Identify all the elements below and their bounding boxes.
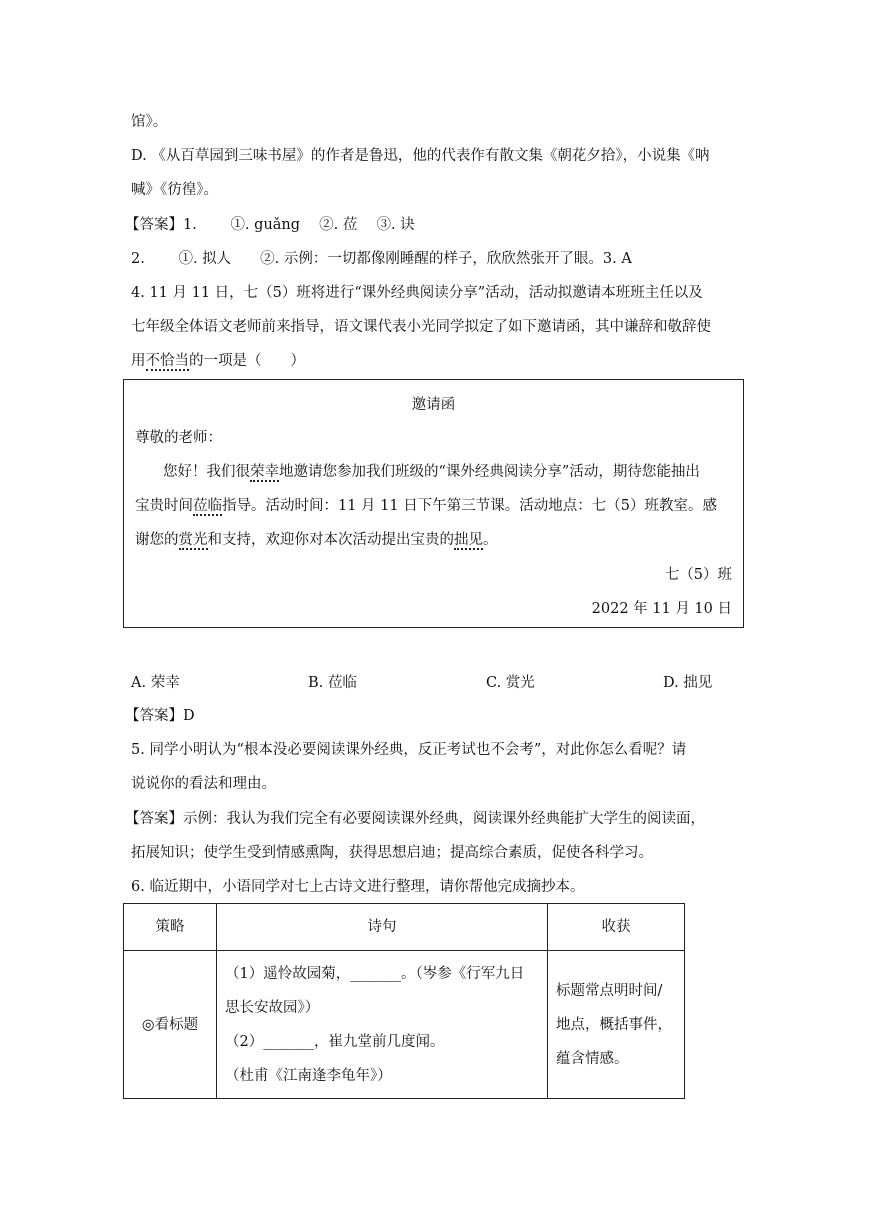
invitation-title: 邀请函	[411, 397, 456, 413]
poem-line: （2）_______，崔九堂前几度闻。	[225, 1033, 445, 1050]
question-4-line: 七年级全体语文老师前来指导，语文课代表小光同学拟定了如下邀请函，其中谦辞和敬辞使	[131, 319, 711, 335]
text-segment: 和支持，欢迎你对本次活动提出宝贵的	[207, 532, 454, 548]
text-line: D. 《从百草园到三味书屋》的作者是鲁迅，他的代表作有散文集《朝花夕拾》，小说集《呐	[131, 148, 710, 164]
emphasized-text: 荣幸	[250, 464, 279, 480]
question-4-line: 4. 11 月 11 日，七（5）班将进行“课外经典阅读分享”活动，活动拟邀请本班班主任以及	[131, 285, 703, 301]
text-line: 馆》。	[131, 114, 168, 130]
invitation-paragraph-line	[135, 496, 717, 516]
text-segment: 指导。活动时间：11 月 11 日下午第三节课。活动地点：七（5）班教室。感	[222, 498, 717, 514]
text-segment: 的一项是（ ）	[189, 353, 305, 369]
poem-line: （1）遥怜故园菊，_______。（岑参《行军九日	[225, 965, 525, 982]
option-c: C. 赏光	[486, 675, 535, 691]
text-segment: 您好！我们很	[163, 464, 250, 480]
table-header-row	[124, 904, 685, 951]
option-d: D. 拙见	[663, 675, 713, 691]
harvest-line: 蕴含情感。	[556, 1050, 629, 1067]
option-b: B. 莅临	[308, 675, 357, 691]
question-5-line: 5. 同学小明认为“根本没必要阅读课外经典，反正考试也不会考”，对此你怎么看呢？请	[131, 742, 687, 758]
table-cell: ◎看标题	[124, 951, 217, 1099]
invitation-greeting: 尊敬的老师：	[135, 430, 222, 446]
table-cell	[548, 951, 685, 1099]
invitation-box	[123, 379, 744, 628]
table-cell	[217, 951, 548, 1099]
question-4-line	[131, 351, 305, 371]
answer-line: 拓展知识；使学生受到情感熏陶，获得思想启迪；提高综合素质，促使各科学习。	[131, 845, 653, 861]
text-segment: 。	[483, 532, 498, 548]
emphasized-text: 不恰当	[145, 353, 189, 369]
text-line: 喊》《彷徨》。	[131, 182, 218, 198]
poem-line: 思长安故园》）	[225, 999, 320, 1016]
answer-line: 【答案】1. ①. guǎng ②. 莅 ③. 诀	[125, 217, 415, 233]
table-row	[124, 951, 685, 1099]
text-segment: 谢您的	[135, 532, 179, 548]
question-6-line: 6. 临近期中，小语同学对七上古诗文进行整理，请你帮他完成摘抄本。	[131, 879, 585, 895]
invitation-date: 2022 年 11 月 10 日	[591, 601, 732, 617]
emphasized-text: 莅临	[193, 498, 222, 514]
invitation-paragraph-line	[163, 462, 700, 482]
emphasized-text: 赏光	[178, 532, 208, 548]
text-segment: 宝贵时间	[135, 498, 193, 514]
question-5-line: 说说你的看法和理由。	[131, 776, 276, 792]
answer-line: 【答案】D	[125, 708, 195, 724]
text-segment: 用	[131, 353, 146, 369]
harvest-line: 地点，概括事件，	[556, 1016, 672, 1033]
option-a: A. 荣幸	[131, 675, 180, 691]
poem-line: （杜甫《江南逢李龟年》）	[225, 1067, 392, 1084]
invitation-signature: 七（5）班	[664, 567, 732, 583]
table-header-cell: 诗句	[217, 904, 548, 951]
answer-line: 2. ①. 拟人 ②. 示例：一切都像刚睡醒的样子，欣欣然张开了眼。3. A	[131, 251, 632, 267]
poetry-table	[123, 903, 685, 1099]
harvest-line: 标题常点明时间/	[556, 982, 663, 999]
emphasized-text: 拙见	[454, 532, 483, 548]
table-header-cell: 收获	[548, 904, 685, 951]
table-header-cell: 策略	[124, 904, 217, 951]
text-segment: 地邀请您参加我们班级的“课外经典阅读分享”活动，期待您能抽出	[279, 464, 700, 480]
answer-line: 【答案】示例：我认为我们完全有必要阅读课外经典，阅读课外经典能扩大学生的阅读面，	[125, 811, 705, 827]
invitation-paragraph-line	[135, 530, 498, 550]
